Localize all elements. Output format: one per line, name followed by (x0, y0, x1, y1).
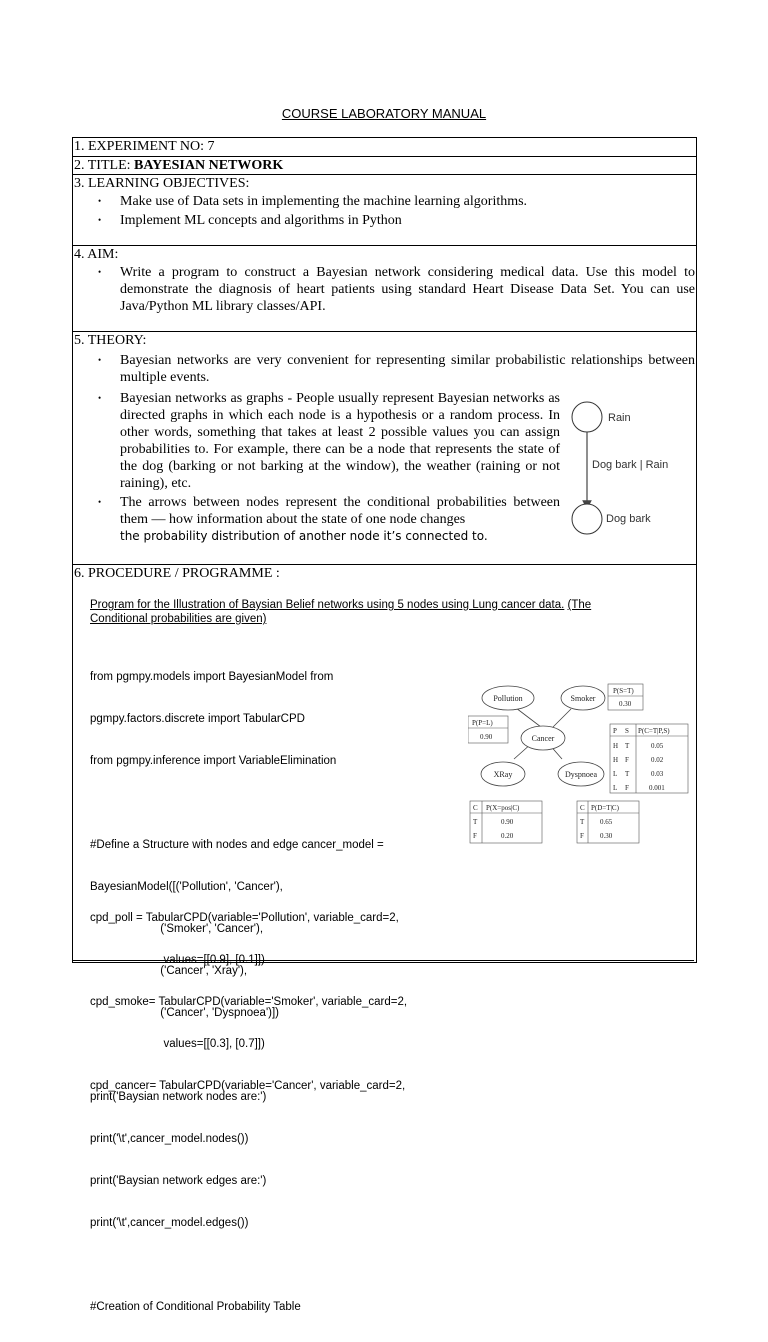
list-item: • Make use of Data sets in implementing the machine learning algorithms. (73, 193, 673, 210)
table-cell: 0.30 (619, 700, 632, 708)
experiment-row (73, 138, 696, 157)
table-cell: F (625, 784, 629, 792)
code-line: print('\t',cancer_model.nodes()) (90, 1133, 249, 1145)
objectives-heading: 3. LEARNING OBJECTIVES: (74, 176, 250, 191)
table-cell: L (613, 770, 618, 778)
list-item: • Write a program to construct a Bayesian network considering medical data. Use this model to demonstrate the diagnosis of heart patients using standard Heart Disease Data Set. You can use Java/Python ML library classes/API. (73, 264, 695, 315)
list-item: • Implement ML concepts and algorithms in Python (73, 212, 673, 229)
table-header: P(P=L) (472, 719, 493, 727)
aim-list (73, 264, 695, 315)
manual-table (72, 137, 697, 1313)
theory-row (73, 332, 696, 565)
table-cell: 0.03 (651, 770, 664, 778)
theory-arrows-text-cont: the probability distribution of another node it’s connected to. (120, 529, 488, 543)
table-cell: H (613, 756, 619, 764)
code-block-2 (90, 883, 407, 1121)
code-line: values=[[0.9], [0.1]]) (90, 954, 265, 966)
edge-pollution-cancer (516, 708, 541, 727)
node-label: XRay (493, 770, 513, 779)
edge-label: Dog bark | Rain (592, 459, 669, 471)
code-line (90, 796, 384, 810)
table-cell: 0.65 (600, 818, 613, 826)
intro-line2: Conditional probabilities are given) (90, 613, 267, 625)
code-line: ('Cancer', 'Dyspnoea')]) (90, 1007, 280, 1019)
code-line: print('Baysian network edges are:') (90, 1175, 267, 1187)
rain-node (572, 402, 602, 432)
table-cell: T (473, 818, 478, 826)
dog-bark-label: Dog bark (606, 513, 651, 525)
code-line: BayesianModel([('Pollution', 'Cancer'), (90, 881, 283, 893)
title-text (74, 157, 283, 174)
node-label: Dyspnoea (565, 770, 597, 779)
experiment-number: 1. EXPERIMENT NO: 7 (74, 139, 215, 154)
code-line: cpd_cancer= TabularCPD(variable='Cancer', variable_card=2, (90, 1080, 406, 1092)
code-line: print('\t',cancer_model.edges()) (90, 1217, 249, 1229)
page-title: COURSE LABORATORY MANUAL (281, 106, 487, 121)
theory-list (73, 390, 560, 545)
procedure-row (73, 565, 696, 1313)
procedure-intro (90, 598, 690, 626)
theory-heading: 5. THEORY: (74, 333, 147, 348)
title-value: BAYESIAN NETWORK (134, 158, 284, 173)
procedure-heading: 6. PROCEDURE / PROGRAMME : (74, 566, 280, 581)
intro-underlined: Program for the Illustration of Baysian Belief networks using 5 nodes using Lung cancer data. (90, 599, 565, 611)
table-cell: F (473, 832, 477, 840)
table-cell: L (613, 784, 618, 792)
edge-smoker-cancer (553, 709, 571, 727)
table-cell: 0.90 (480, 733, 493, 741)
title-prefix: 2. TITLE: (74, 158, 131, 173)
table-header: P(C=T|P,S) (638, 727, 670, 735)
table-header: P(D=T|C) (591, 804, 619, 812)
code-line: #Define a Structure with nodes and edge cancer_model = (90, 839, 384, 851)
code-line: cpd_smoke= TabularCPD(variable='Smoker', variable_card=2, (90, 996, 408, 1008)
dog-bark-node (572, 504, 602, 534)
code-line: print('Baysian network nodes are:') (90, 1091, 267, 1103)
list-item (73, 494, 560, 545)
rain-diagram (566, 392, 696, 542)
title-row (73, 157, 696, 175)
objectives-list (73, 193, 673, 229)
table-cell: T (625, 742, 630, 750)
table-cell: 0.90 (501, 818, 514, 826)
node-label: Pollution (493, 694, 523, 703)
code-line: values=[[0.3], [0.7]]) (90, 1038, 265, 1050)
theory-arrows-text: The arrows between nodes represent the conditional probabilities between them — how information about the state of one node changes (120, 495, 560, 527)
objectives-row (73, 175, 696, 246)
code-line: ('Cancer', 'Xray'), (90, 965, 248, 977)
code-line: from pgmpy.models import BayesianModel from (90, 671, 334, 683)
table-cell: F (625, 756, 629, 764)
lung-cancer-network (468, 683, 693, 853)
table-header: S (625, 727, 629, 735)
table-cell: 0.001 (649, 784, 665, 792)
list-item: • Bayesian networks as graphs - People usually represent Bayesian networks as directed graphs in which each node is a hypothesis or a random process. In other words, something that takes at least 2 possible values you can assign probabilities to. For example, there can be a node that represents the state of the dog (barking or not barking at the window), the weather (raining or not raining), etc. (73, 390, 560, 492)
code-line (90, 1258, 384, 1272)
table-cell: 0.02 (651, 756, 664, 764)
node-label: Cancer (531, 734, 555, 743)
theory-list-top (73, 352, 695, 386)
aim-row (73, 246, 696, 332)
table-header: P(X=pos|C) (486, 804, 520, 812)
rain-label: Rain (608, 412, 631, 424)
list-item: • Bayesian networks are very convenient for representing similar probabilistic relationships between multiple events. (73, 352, 695, 386)
table-header: P (613, 727, 617, 735)
table-cell: 0.30 (600, 832, 613, 840)
table-cell: T (580, 818, 585, 826)
code-line: cpd_poll = TabularCPD(variable='Pollution', variable_card=2, (90, 912, 399, 924)
table-header: P(S=T) (613, 687, 634, 695)
node-label: Smoker (570, 694, 596, 703)
code-line: pgmpy.factors.discrete import TabularCPD (90, 713, 305, 725)
table-cell: F (580, 832, 584, 840)
table-cell: 0.05 (651, 742, 664, 750)
table-cell: H (613, 742, 619, 750)
code-line: ('Smoker', 'Cancer'), (90, 923, 264, 935)
table-cell: 0.20 (501, 832, 514, 840)
table-header: C (580, 804, 585, 812)
intro-rest: (The (567, 599, 592, 611)
table-header: C (473, 804, 478, 812)
code-line: from pgmpy.inference import VariableElimination (90, 755, 337, 767)
aim-heading: 4. AIM: (74, 247, 119, 262)
footer-rule (72, 960, 694, 961)
table-cell: T (625, 770, 630, 778)
code-line: #Creation of Conditional Probability Table (90, 1301, 301, 1313)
